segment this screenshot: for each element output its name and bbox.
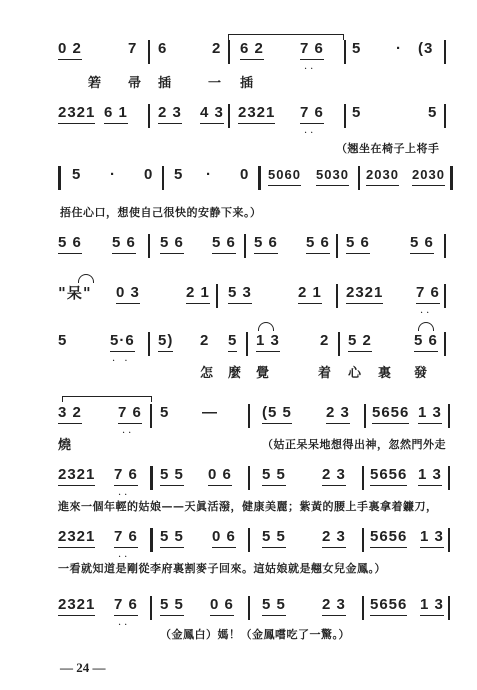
note: 1 3 [418, 404, 442, 424]
bar-line [358, 166, 360, 190]
note: 5 6 [346, 234, 370, 254]
note: 5 6 [254, 234, 278, 254]
lyric: 一 [208, 76, 224, 91]
note: 1 3 [418, 466, 442, 486]
note: 5 5 [160, 596, 184, 616]
score-line-2 [0, 104, 477, 139]
note: 2 1 [298, 284, 322, 304]
note: 5 5 [262, 596, 286, 616]
bar-line [338, 332, 340, 356]
bar-line [362, 596, 364, 620]
note: 5) [158, 332, 173, 352]
bar-line [364, 404, 366, 428]
fermata-mark [78, 274, 94, 283]
stage-direction: 一看就知道是剛從李府裏割麥子回來。這姑娘就是翹女兒金鳳。） [58, 562, 386, 575]
bar-line [336, 234, 338, 258]
bar-line [216, 284, 218, 308]
note: 5 5 [160, 528, 184, 548]
note: 7 6 [118, 404, 142, 424]
note: 5 6 [160, 234, 184, 254]
bar-line [448, 596, 450, 620]
note: 0 6 [212, 528, 236, 548]
note: 7 6 [114, 596, 138, 616]
repeat-end [150, 528, 153, 552]
octave-dots: ·· [304, 128, 317, 139]
note: 2321 [58, 528, 95, 548]
score-line-1 [0, 40, 477, 75]
note: 7 6 [300, 40, 324, 60]
note: 5 6 [414, 332, 438, 352]
bar-line [246, 332, 248, 356]
note: 5 5 [160, 466, 184, 486]
note: 5 [352, 40, 362, 57]
note: 2321 [346, 284, 383, 304]
bar-line [336, 284, 338, 308]
note: 6 2 [240, 40, 264, 60]
bar-line [444, 40, 446, 64]
note: · [110, 166, 116, 183]
bar-line [148, 332, 150, 356]
bar-line [444, 104, 446, 128]
note: 7 6 [114, 528, 138, 548]
note: (3 [418, 40, 434, 57]
note: 5 [174, 166, 184, 183]
note: 5 6 [112, 234, 136, 254]
note: 1 3 [256, 332, 280, 352]
score-line-7 [0, 404, 477, 439]
bar-line [228, 40, 230, 64]
note: 5 6 [410, 234, 434, 254]
repeat-end [450, 166, 453, 190]
note: 5656 [370, 528, 407, 548]
repeat-start [150, 466, 153, 490]
bar-line [162, 166, 164, 190]
note: 2321 [58, 466, 95, 486]
note: 0 6 [208, 466, 232, 486]
note: 5656 [370, 596, 407, 616]
note: 5 [352, 104, 362, 121]
bar-line [362, 466, 364, 490]
stage-direction: 捂住心口，想使自己很快的安静下来。） [60, 206, 262, 219]
note: 7 6 [416, 284, 440, 304]
score-line-3 [0, 166, 477, 190]
bar-line [448, 528, 450, 552]
bar-line [448, 466, 450, 490]
note: 5 [58, 332, 68, 349]
lyric: 插 [240, 76, 256, 91]
note: 2 3 [158, 104, 182, 124]
octave-dots: ·· [420, 308, 433, 319]
bar-line [148, 234, 150, 258]
bar-line [248, 596, 250, 620]
lyric: 插 [158, 76, 174, 91]
page-number: — 24 — [60, 660, 106, 675]
note: 2 1 [186, 284, 210, 304]
note: 2 3 [322, 596, 346, 616]
note: 0 2 [58, 40, 82, 60]
bar-line [248, 466, 250, 490]
note: 5060 [268, 166, 301, 186]
score-line-9 [0, 528, 477, 563]
octave-dots: ·· [118, 620, 131, 631]
bar-line [362, 528, 364, 552]
note: 2 [320, 332, 330, 349]
bar-line [248, 528, 250, 552]
note: 5656 [370, 466, 407, 486]
note: 2030 [412, 166, 445, 186]
note: 6 1 [104, 104, 128, 124]
bar-line [444, 234, 446, 258]
note: (5 5 [262, 404, 292, 424]
note: "呆" [58, 284, 92, 302]
note: 5 6 [58, 234, 82, 254]
octave-dots: · · [112, 356, 131, 367]
note: 6 [158, 40, 168, 57]
score-line-6 [0, 332, 477, 367]
note: 2321 [58, 104, 95, 124]
note: 2 [212, 40, 222, 57]
note: 2 3 [322, 466, 346, 486]
note: 5 3 [228, 284, 252, 304]
stage-direction: （金鳳白）媽！（金鳳嚐吃了一驚。） [160, 628, 350, 641]
note: 7 6 [114, 466, 138, 486]
lyric: 發 [414, 366, 430, 381]
note: 5 5 [262, 466, 286, 486]
bar-line [248, 404, 250, 428]
note: 5030 [316, 166, 349, 186]
note: 5 [228, 332, 237, 352]
bar-line [344, 104, 346, 128]
note: 7 6 [300, 104, 324, 124]
lyric: 心 [348, 366, 364, 381]
note: 7 [128, 40, 138, 57]
lyric: 燒 [58, 438, 74, 453]
note: 0 [240, 166, 250, 183]
tie-mark [62, 396, 152, 403]
note: 0 [144, 166, 154, 183]
stage-direction: （姑正呆呆地想得出神，忽然門外走 [262, 438, 446, 451]
note: 0 6 [210, 596, 234, 616]
lyric: 麼 [228, 366, 244, 381]
bar-line [150, 404, 152, 428]
score-line-10 [0, 596, 477, 631]
note: · [206, 166, 212, 183]
lyric: 怎 [200, 366, 216, 381]
note: 3 2 [58, 404, 82, 424]
slur-mark [418, 322, 434, 331]
bar-line [228, 104, 230, 128]
octave-dots: ·· [122, 428, 135, 439]
octave-dots: ·· [304, 64, 317, 75]
octave-dots: ·· [118, 552, 131, 563]
note: 5 6 [306, 234, 330, 254]
note: 4 3 [200, 104, 224, 124]
bar-line [244, 234, 246, 258]
lyric: 帚 [128, 76, 144, 91]
score-line-5 [0, 284, 477, 319]
note: 5 6 [212, 234, 236, 254]
bar-line [444, 332, 446, 356]
note: 5656 [372, 404, 409, 424]
lyric: 裏 [378, 366, 394, 381]
lyric: 覺 [256, 366, 272, 381]
lyric: 箬 [88, 76, 104, 91]
stage-direction: 進來一個年輕的姑娘——天眞活潑，健康美麗；紫黃的腰上手裏拿着鐮刀， [58, 500, 438, 513]
bar-line [148, 104, 150, 128]
note: — [202, 404, 218, 421]
note: 5·6 [110, 332, 135, 352]
note: · [396, 40, 402, 57]
note: 5 5 [262, 528, 286, 548]
note: 2 3 [322, 528, 346, 548]
stage-direction: （翘坐在椅子上将手 [336, 142, 440, 155]
note: 5 [72, 166, 82, 183]
note: 5 2 [348, 332, 372, 352]
slur-mark [258, 322, 274, 331]
note: 2 [200, 332, 210, 349]
note: 2321 [238, 104, 275, 124]
repeat-start [58, 166, 61, 190]
repeat-end [258, 166, 261, 190]
bar-line [448, 404, 450, 428]
note: 1 3 [420, 596, 444, 616]
note: 0 3 [116, 284, 140, 304]
score-line-4 [0, 234, 477, 258]
note: 5 [428, 104, 438, 121]
score-line-8 [0, 466, 477, 501]
note: 2030 [366, 166, 399, 186]
octave-dots: ·· [118, 490, 131, 501]
bar-line [150, 596, 152, 620]
note: 2 3 [326, 404, 350, 424]
note: 1 3 [420, 528, 444, 548]
bar-line [444, 284, 446, 308]
note: 2321 [58, 596, 95, 616]
bar-line [148, 40, 150, 64]
lyric: 着 [318, 366, 334, 381]
bar-line [344, 40, 346, 64]
note: 5 [160, 404, 170, 421]
